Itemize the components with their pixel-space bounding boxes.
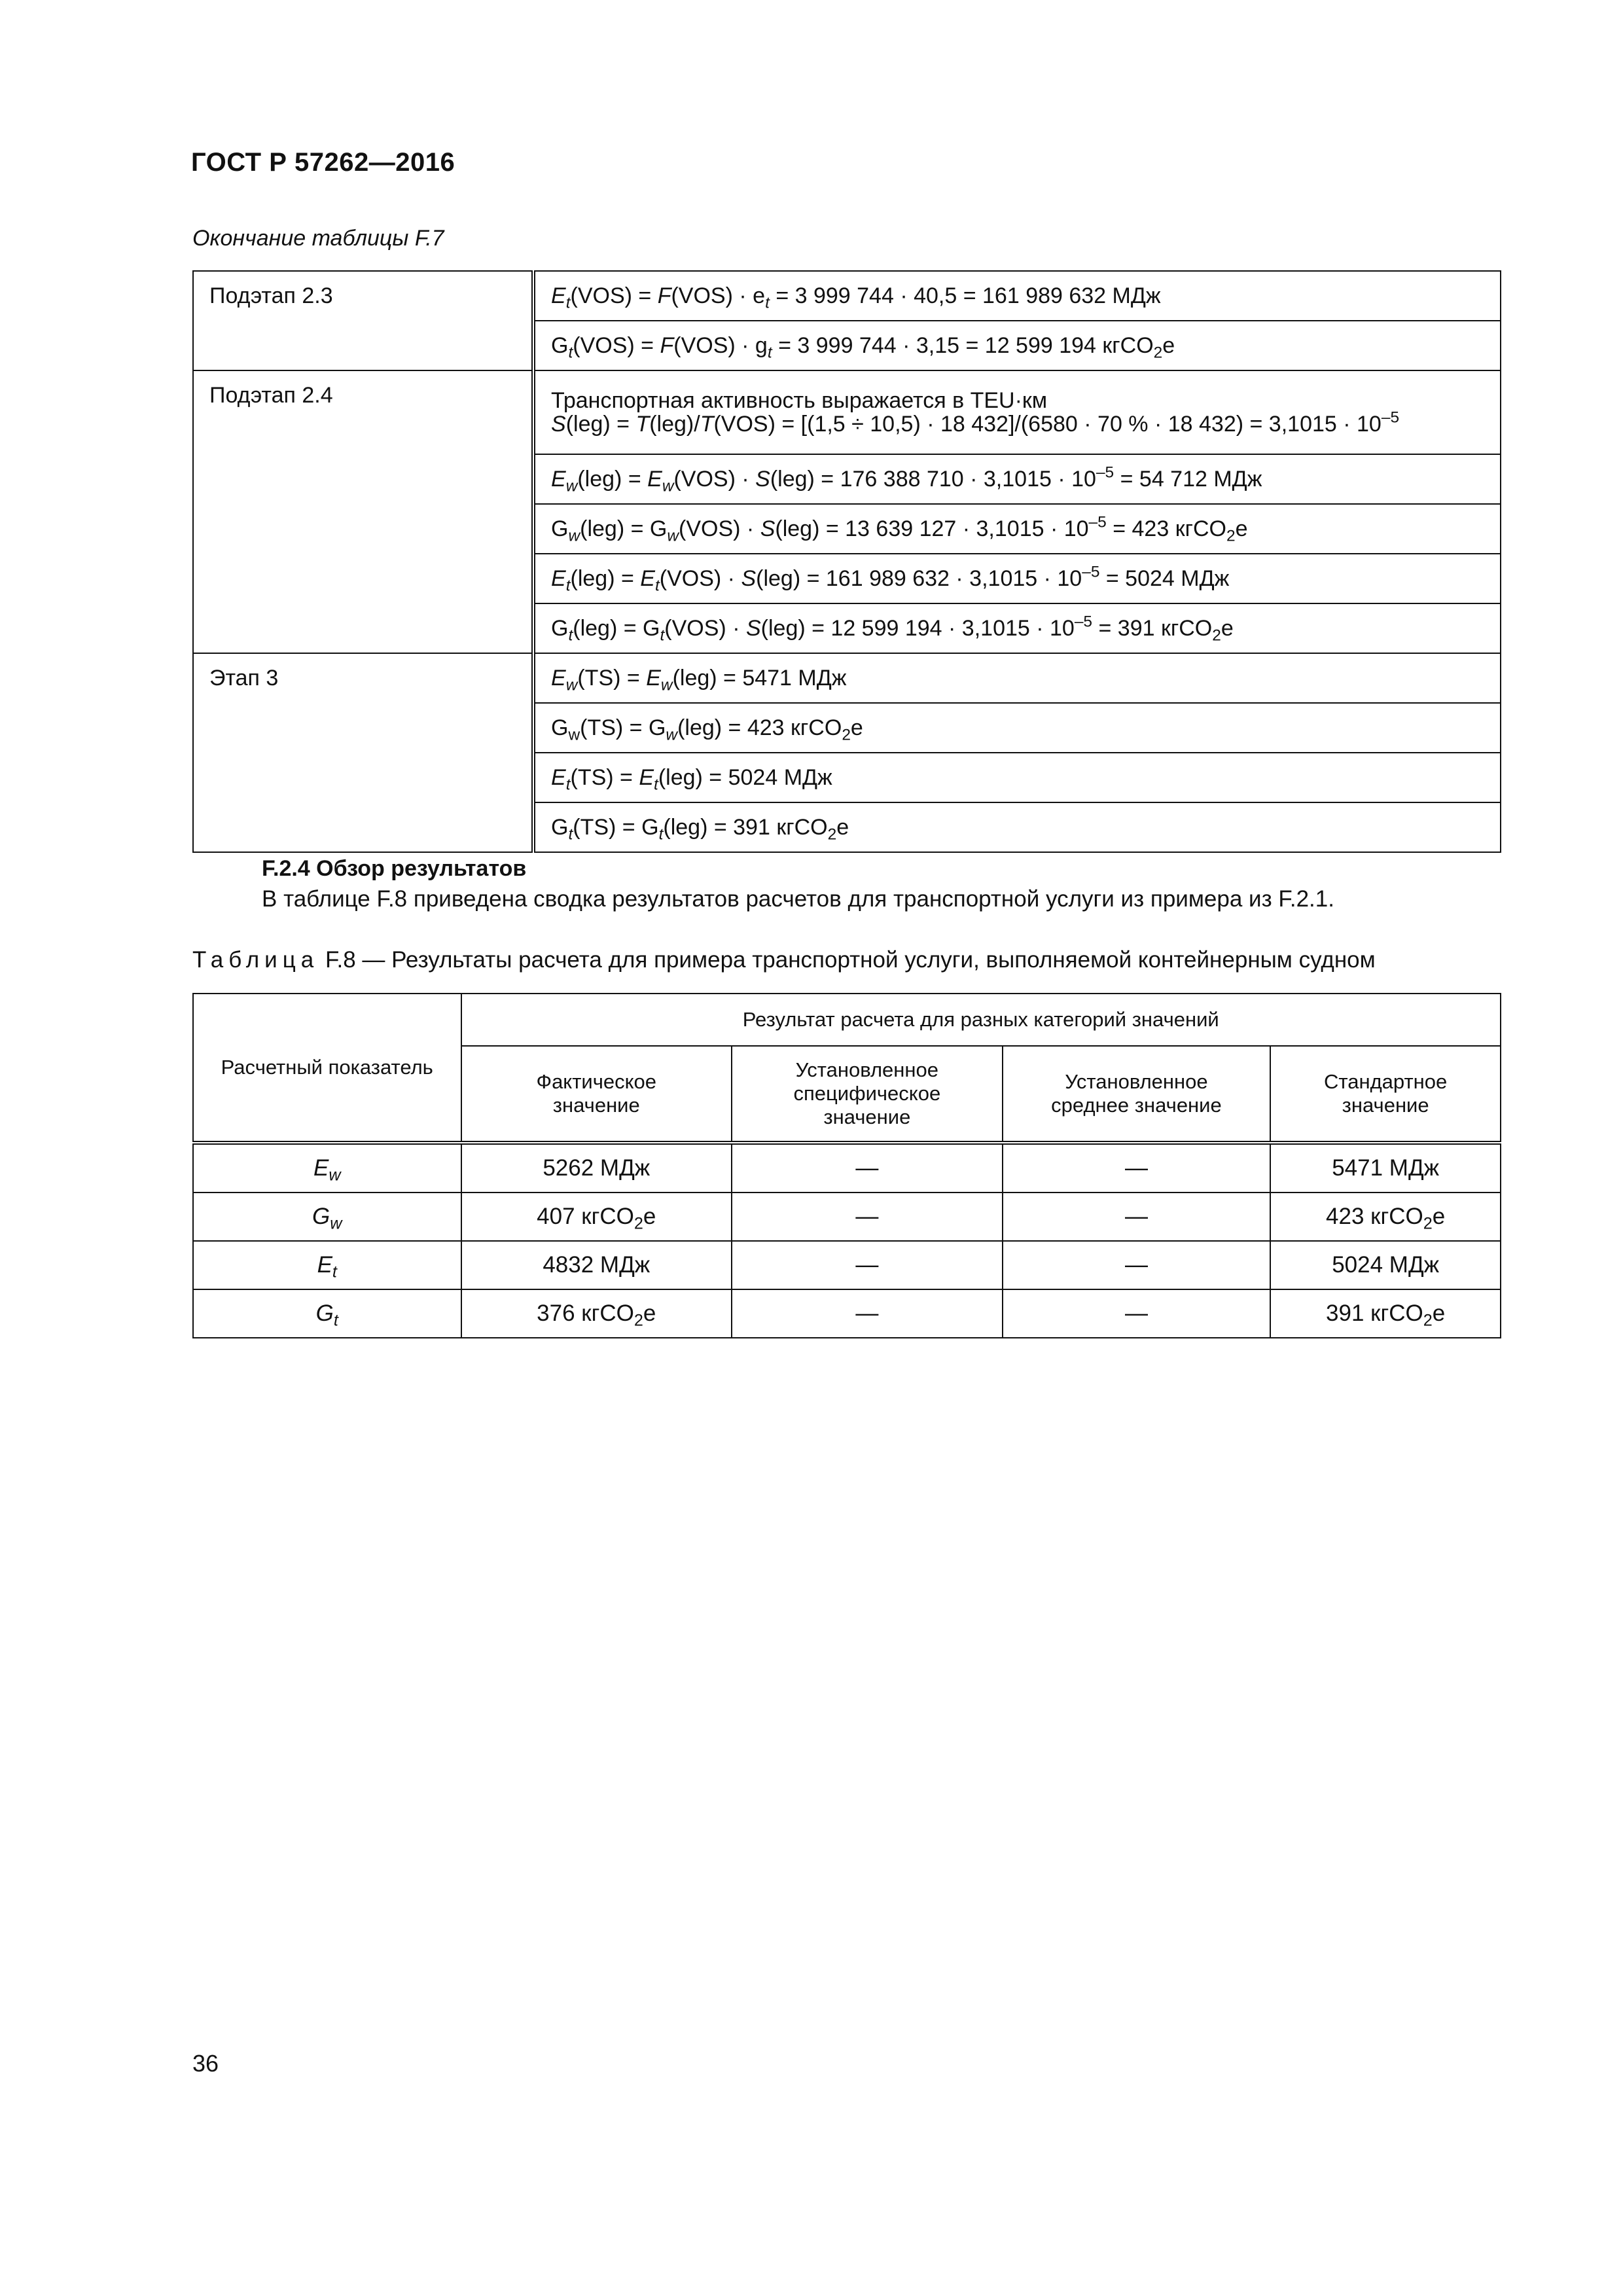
section-heading: F.2.4 Обзор результатов xyxy=(262,856,527,881)
header-column: Установленное среднее значение xyxy=(1003,1046,1271,1143)
formula-cell: $G_t(TS) = G_t(leg) = 391$ кгCO$_2$e xyxy=(533,802,1501,852)
stage-cell: Этап 3 xyxy=(193,653,533,852)
value-cell: 5024 МДж xyxy=(1270,1241,1501,1289)
value-cell: — xyxy=(1003,1193,1271,1241)
stage-cell: Подэтап 2.4 xyxy=(193,370,533,653)
formula-cell: $E_t(TS) = E_t(leg) = 5024$ МДж xyxy=(533,753,1501,802)
header-column: Стандартное значение xyxy=(1270,1046,1501,1143)
header-column: Установленное специфическое значение xyxy=(732,1046,1003,1143)
formula-cell: $G_t(leg) = G_t(VOS) \cdot S(leg) = 12$ 599 $194 \cdot 3,1015 \cdot 10^{-5} = 391$ кгCO$_2$e xyxy=(533,603,1501,653)
value-cell: — xyxy=(1003,1241,1271,1289)
table-caption-label: Таблица xyxy=(192,947,319,973)
value-cell: — xyxy=(1003,1143,1271,1193)
value-cell: 4832 МДж xyxy=(461,1241,732,1289)
table-row xyxy=(193,1289,1501,1338)
formula-cell: Транспортная активность выражается в TEU·км S(leg) = T(leg)/T(VOS) = [(1,5 ÷ 10,5) · 18 432]/(6580 · 70 % · 18 $432) = 3,1015 \cdot 10^{-5}$ xyxy=(533,370,1501,454)
indicator-cell: $E_t$ xyxy=(193,1241,461,1289)
value-cell: — xyxy=(732,1241,1003,1289)
value-cell: 407 кгCO$_2$e xyxy=(461,1193,732,1241)
section-paragraph: В таблице F.8 приведена сводка результатов расчетов для транспортной услуги из примера из F.2.1. xyxy=(262,886,1334,912)
stage-cell: Подэтап 2.3 xyxy=(193,271,533,370)
formula-cell: $E_t(VOS) = F(VOS) \cdot e_t = 3$ 999 744 · 40,5 = 161 989 632 МДж xyxy=(533,271,1501,321)
document-header: ГОСТ Р 57262—2016 xyxy=(191,148,455,177)
header-column: Фактическое значение xyxy=(461,1046,732,1143)
header-result-group: Результат расчета для разных категорий значений xyxy=(461,994,1501,1046)
formula-cell: $G_w(leg) = G_w(VOS) \cdot S(leg) = 13$ 639 $127 \cdot 3,1015 \cdot 10^{-5} = 423$ кгCO$_2$e xyxy=(533,504,1501,554)
value-cell: 391 кгCO$_2$e xyxy=(1270,1289,1501,1338)
table-continuation-label: Окончание таблицы F.7 xyxy=(192,226,444,251)
table-row xyxy=(193,271,1501,321)
formula-cell: $G_w(TS) = G_w(leg) = 423$ кгCO$_2$e xyxy=(533,703,1501,753)
value-cell: 5471 МДж xyxy=(1270,1143,1501,1193)
table-caption xyxy=(192,947,1376,973)
indicator-cell: $G_t$ xyxy=(193,1289,461,1338)
indicator-cell: $G_w$ xyxy=(193,1193,461,1241)
table-row xyxy=(193,653,1501,703)
value-cell: — xyxy=(732,1143,1003,1193)
formula-cell: $G_t(VOS) = F(VOS) \cdot g_t = 3$ 999 744 · 3,15 = 12 599 194 кгCO$_2$e xyxy=(533,321,1501,370)
table-row xyxy=(193,1193,1501,1241)
indicator-cell: $E_w$ xyxy=(193,1143,461,1193)
formula-cell: $E_t(leg) = E_t(VOS) \cdot S(leg) = 161$ 989 $632 \cdot 3,1015 \cdot 10^{-5} = 5024$ МДж xyxy=(533,554,1501,603)
table-row xyxy=(193,1143,1501,1193)
page-number: 36 xyxy=(192,2050,219,2077)
header-indicator: Расчетный показатель xyxy=(193,994,461,1143)
formula-cell: $E_w(leg) = E_w(VOS) \cdot S(leg) = 176$ 388 $710 \cdot 3,1015 \cdot 10^{-5} = 54$ 712 МДж xyxy=(533,454,1501,504)
value-cell: 5262 МДж xyxy=(461,1143,732,1193)
value-cell: — xyxy=(732,1289,1003,1338)
value-cell: — xyxy=(732,1193,1003,1241)
results-table-f8 xyxy=(192,993,1501,1338)
table-row xyxy=(193,1241,1501,1289)
value-cell: — xyxy=(1003,1289,1271,1338)
calculation-table-f7 xyxy=(192,270,1501,853)
table-caption-text: F.8 — Результаты расчета для примера транспортной услуги, выполняемой контейнерным судном xyxy=(325,947,1376,973)
value-cell: 423 кгCO$_2$e xyxy=(1270,1193,1501,1241)
table-row xyxy=(193,370,1501,454)
formula-cell: $E_w(TS) = E_w(leg) = 5471$ МДж xyxy=(533,653,1501,703)
value-cell: 376 кгCO$_2$e xyxy=(461,1289,732,1338)
